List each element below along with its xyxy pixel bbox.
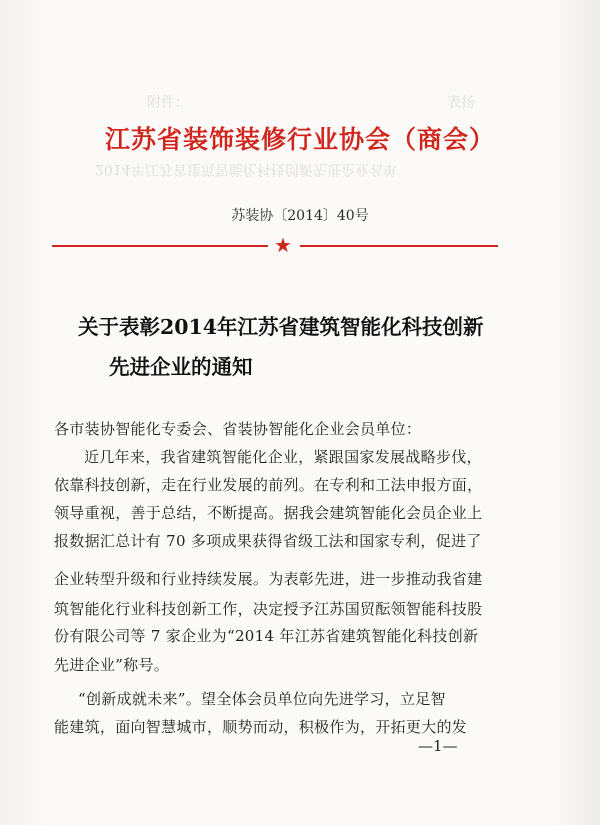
bleed-through-text: 2014年江苏省建筑智能化科技创新先进企业名单 [95, 161, 397, 177]
document-number: 苏装协〔2014〕40号 [231, 208, 369, 224]
notice-title-line-1: 关于表彰2014年江苏省建筑智能化科技创新 [78, 315, 484, 339]
body-paragraph-line: 筑智能化行业科技创新工作，决定授予江苏国贸酝领智能科技股 [54, 600, 483, 618]
body-paragraph-line: “创新成就未来”。望全体会员单位向先进学习，立足智 [78, 690, 446, 708]
salutation: 各市装协智能化专委会、省装协智能化企业会员单位： [54, 420, 422, 438]
bleed-through-text: 表扬 [447, 95, 475, 111]
body-paragraph-line: 先进企业”称号。 [54, 656, 170, 674]
body-paragraph-line: 企业转型升级和行业持续发展。为表彰先进，进一步推动我省建 [54, 570, 483, 588]
body-paragraph-line: 近几年来，我省建筑智能化企业，紧跟国家发展战略步伐， [84, 448, 482, 466]
body-paragraph-line: 能建筑，面向智慧城市，顺势而动，积极作为，开拓更大的发 [54, 718, 468, 736]
star-icon: ★ [274, 233, 292, 257]
page-number: —1— [418, 737, 458, 755]
header-divider-left [52, 245, 268, 247]
header-divider-right [300, 245, 498, 247]
body-paragraph-line: 报数据汇总计有 70 多项成果获得省级工法和国家专利，促进了 [54, 532, 482, 550]
organization-title: 江苏省装饰装修行业协会（商会） [104, 125, 495, 154]
bleed-through-text: 附件： [147, 95, 189, 111]
notice-title-line-2: 先进企业的通知 [109, 355, 253, 379]
body-paragraph-line: 领导重视，善于总结，不断提高。据我会建筑智能化会员企业上 [54, 504, 483, 522]
body-paragraph-line: 份有限公司等 7 家企业为“2014 年江苏省建筑智能化科技创新 [54, 627, 479, 645]
body-paragraph-line: 依靠科技创新，走在行业发展的前列。在专利和工法申报方面， [54, 476, 483, 494]
